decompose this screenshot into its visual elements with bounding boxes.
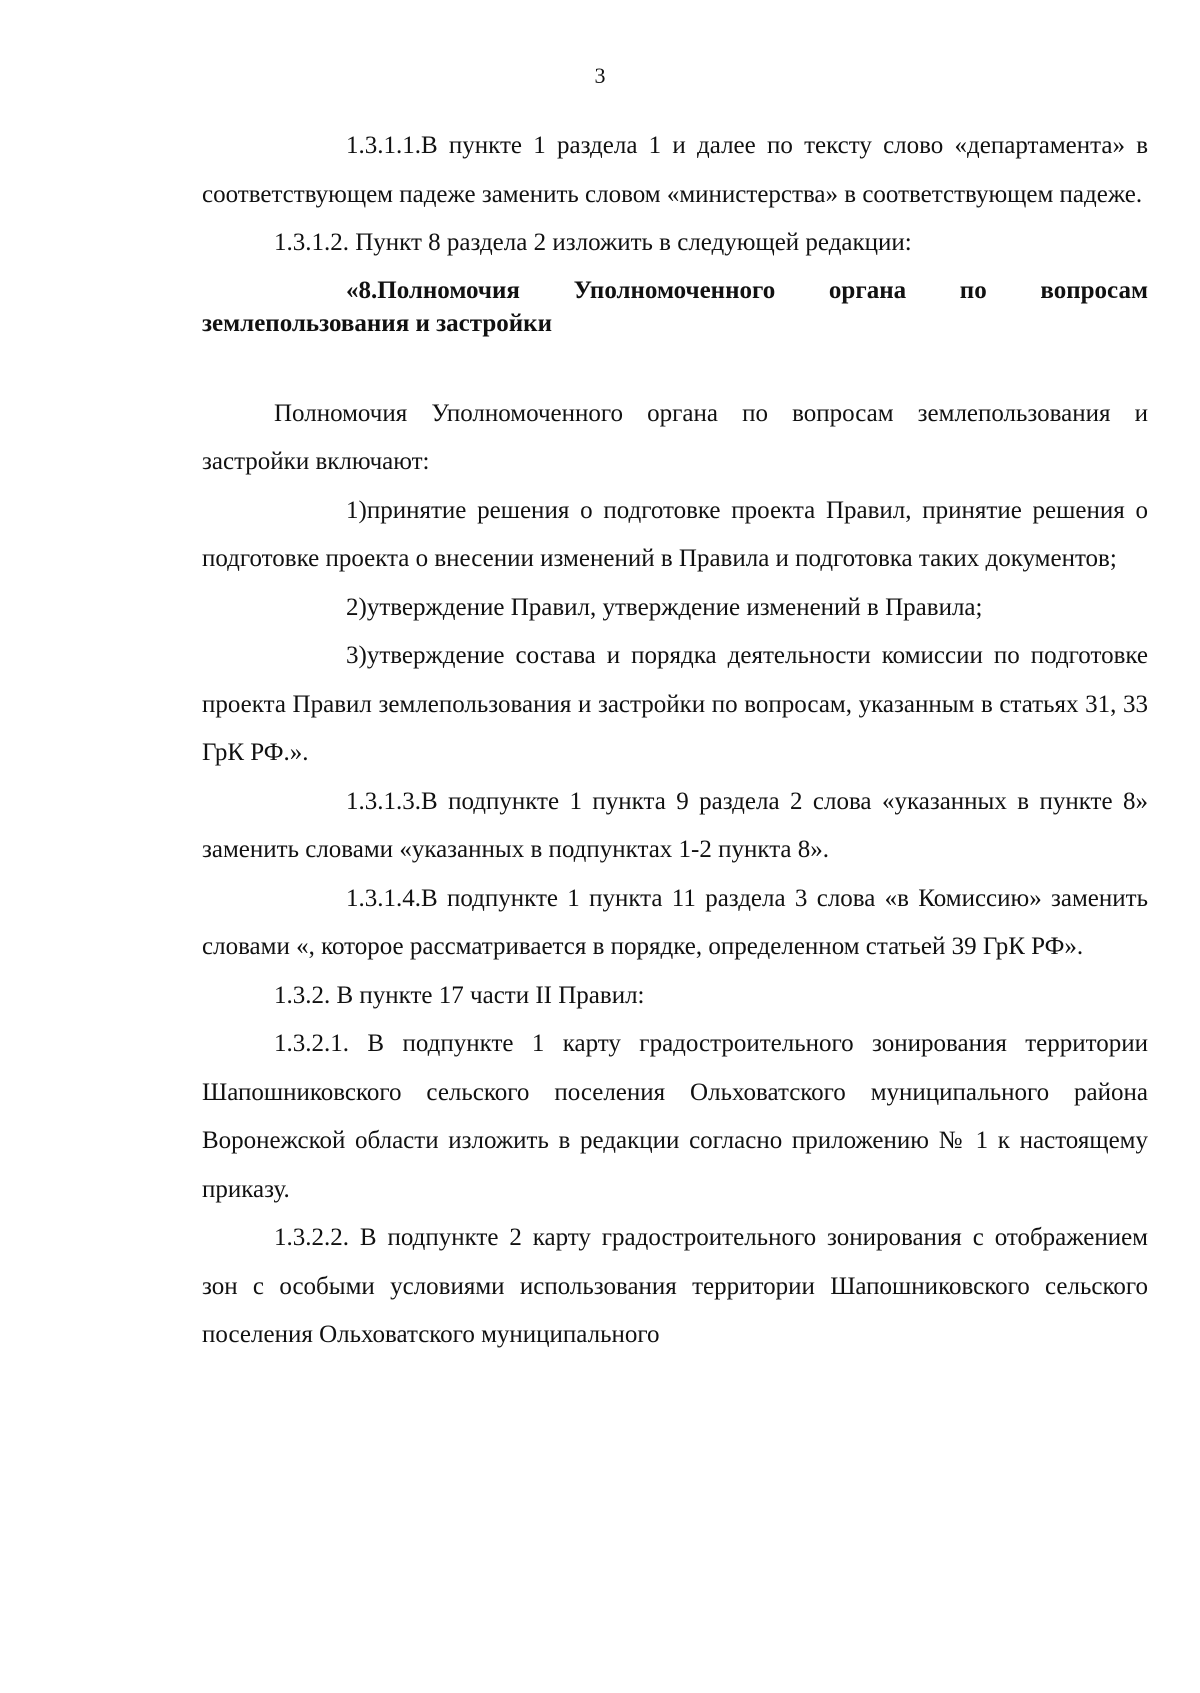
list-item-text: утверждение Правил, утверждение изменений в Правила; (366, 593, 983, 621)
list-item-number: 2) (346, 593, 367, 621)
paragraph-1-3-1-4 (202, 875, 1148, 972)
section-heading (202, 268, 1148, 390)
list-item-text: принятие решения о подготовке проекта Правил, принятие решения о подготовке проекта о внесении изменений в Правила и подготовка таких документов; (202, 496, 1148, 572)
list-item-1 (202, 487, 1148, 584)
list-item-2 (202, 584, 1148, 633)
paragraph-text: В подпункте 1 пункта 11 раздела 3 слова «в Комиссию» заменить словами «, которое рассматривается в порядке, определенном статьей 39 ГрК РФ». (202, 884, 1148, 960)
paragraph-text: В пункте 1 раздела 1 и далее по тексту слово «департамента» в соответствующем падеже заменить словом «министерства» в соответствующем падеже. (202, 132, 1148, 208)
paragraph-number: 1.3.1.1. (346, 132, 421, 159)
heading-number: «8. (346, 276, 378, 304)
paragraph-text: В подпункте 1 пункта 9 раздела 2 слова «указанных в пункте 8» заменить словами «указанных в подпунктах 1-2 пункта 8». (202, 787, 1148, 863)
paragraph-1-3-2: 1.3.2. В пункте 17 части II Правил: (274, 981, 645, 1009)
list-item-3 (202, 632, 1148, 778)
heading-text: Полномочия Уполномоченного органа по вопросам землепользования и застройки (202, 276, 1148, 337)
paragraph-1-3-2-2: 1.3.2.2. В подпункте 2 карту градостроительного зонирования с отображением зон с особыми условиями использования территории Шапошниковского сельского поселения Ольховатского муниципального (202, 1224, 1148, 1348)
list-item-number: 1) (346, 496, 367, 524)
paragraph-1-3-2-1: 1.3.2.1. В подпункте 1 карту градостроительного зонирования территории Шапошниковского сельского поселения Ольховатского муниципального района Воронежской области изложить в редакции согласно приложению № 1 к настоящему приказу. (202, 1030, 1148, 1203)
paragraph-1-3-1-2: 1.3.1.2. Пункт 8 раздела 2 изложить в следующей редакции: (274, 229, 912, 256)
paragraph-number: 1.3.1.3. (346, 787, 421, 815)
paragraph-1-3-1-1 (202, 122, 1148, 219)
list-item-number: 3) (346, 642, 367, 669)
page-number: 3 (594, 63, 606, 88)
paragraph-powers-intro: Полномочия Уполномоченного органа по вопросам землепользования и застройки включают: (202, 399, 1148, 475)
document-body (202, 122, 1148, 1360)
paragraph-number: 1.3.1.4. (346, 884, 421, 912)
list-item-text: утверждение состава и порядка деятельности комиссии по подготовке проекта Правил землепользования и застройки по вопросам, указанным в статьях 31, 33 ГрК РФ.». (202, 642, 1148, 766)
paragraph-1-3-1-3 (202, 778, 1148, 875)
